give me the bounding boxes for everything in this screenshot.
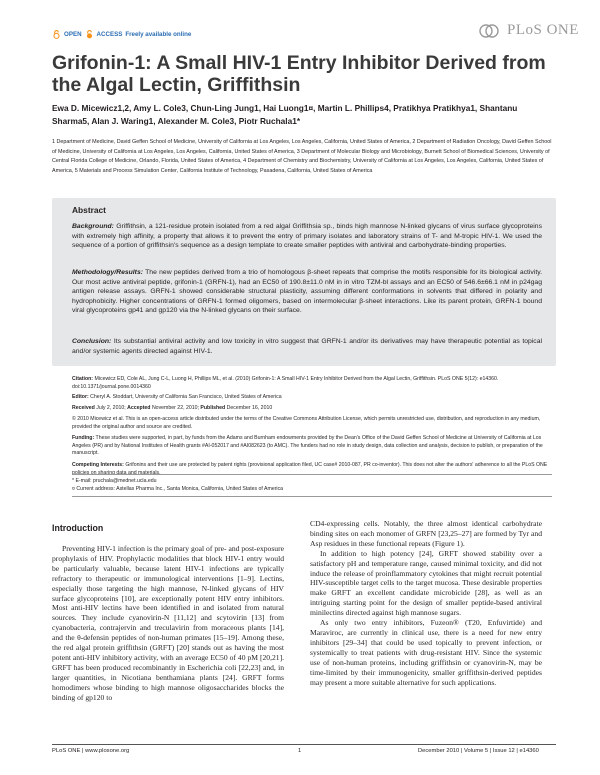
conclusion-label: Conclusion: [72,338,112,345]
open-access-icon [52,30,61,39]
abstract-background [72,222,542,251]
footer-issue: December 2010 | Volume 5 | Issue 12 | e14360 [418,748,539,754]
plos-one-logo [478,22,579,39]
citation-text: Micewicz ED, Cole AL, Jung C-L, Luong H, Phillips ML, et al. (2010) Grifonin-1: A Small HIV-1 Entry Inhibitor Derived from the Algal Lectin, Griffithsin. PLoS ONE 5(12): e14360. doi:10.1371/journal.pone.0014360 [72,376,499,390]
email: * E-mail: pruchala@mednet.ucla.edu [72,478,157,484]
left-column [52,544,284,703]
copyright: © 2010 Micewicz et al. This is an open-access article distributed under the terms of the Creative Commons Attribution License, which permits unrestricted use, distribution, and reproduction in any medium, provided the original author and source are credited. [72,416,541,430]
footer-journal: PLoS ONE | www.plosone.org [52,748,130,754]
accepted-label: Accepted [127,405,151,411]
funding-text: These studies were supported, in part, by funds from the Adams and Burnham endowments provided by the Dean's Office of the David Geffen School of Medicine at University of California at Los Angeles (PR) and by National Institutes of Health grants #AI-052017 and #AI082623 (to AMC). The funders had no role in study design, data collection and analysis, decision to publish, or preparation of the manuscript. [72,435,543,456]
received-label: Received [72,405,95,411]
abstract-heading: Abstract [72,205,106,215]
background-text: Griffithsin, a 121-residue protein isolated from a red algal Griffithsia sp., binds high mannose N-linked glycans of virus surface glycoproteins with extremely high affinity, a property that allows it to prevent the entry of primary isolates and laboratory strains of T- and M-tropic HIV-1. We used the sequence of a portion of griffithsin's sequence as a design template to create smaller peptides with antiviral and carbohydrate-binding properties. [72,223,542,249]
competing-label: Competing Interests: [72,462,124,468]
open-access-banner [52,30,191,39]
divider [72,496,552,497]
citation-label: Citation: [72,376,94,382]
open-access-word: ACCESS [96,31,123,38]
conclusion-text: Its substantial antiviral activity and low toxicity in vitro suggest that GRFN-1 and/or its derivatives may have therapeutic potential as topical and/or systemic agents directed against HIV-1. [72,338,542,355]
editor-label: Editor: [72,394,89,400]
competing-text: Grifonins and their use are protected by patent rights (provisional application filed, UC case# 2010-087, PR co-inventor). This does not alter the authors' adherence to all the PLoS ONE policies on sharing data and materials. [72,462,548,476]
author-list: Ewa D. Micewicz1,2, Amy L. Cole3, Chun-Ling Jung1, Hai Luong1¤, Martin L. Phillips4, Pratikhya Pratikhya1, Shantanu Sharma5, Alan J. Waring1, Alexander M. Cole3, Piotr Ruchala1* [52,103,518,126]
editor [72,394,552,402]
current-address: ¤ Current address: Astellas Pharma Inc., Santa Monica, California, United States of America [72,486,284,492]
page-number: 1 [298,748,302,754]
paragraph: CD4-expressing cells. Notably, the three almost identical carbohydrate binding sites on each monomer of GRFN [23,25–27] are formed by Tyr and Asp residues in these functional repeats (Figure 1). [310,519,542,548]
paragraph: In addition to high potency [24], GRFT showed stability over a satisfactory pH and temperature range, caused minimal toxicity, and did not induce the release of proinflammatory cytokines that might recruit potential HIV-susceptible target cells to the target mucosa. These desirable properties make GRFT an excellent candidate microbicide [28], as well as an intriguing starting point for the design of smaller peptide-based antiviral minilectins directed against high mannose sugars. [310,548,542,618]
received-date: July 2, 2010; [96,405,126,411]
open-access-lock-icon [85,30,94,39]
accepted-date: November 22, 2010; [151,405,199,411]
introduction-heading: Introduction [52,523,104,533]
article-title: Grifonin-1: A Small HIV-1 Entry Inhibitor Derived from the Algal Lectin, Griffithsin [52,52,546,96]
citation [72,376,552,391]
logo-text: PLoS ONE [507,22,579,38]
funding [72,435,552,458]
affiliations: 1 Department of Medicine, David Geffen School of Medicine, University of California at Los Angeles, Los Angeles, California, United States of America, 2 Department of Radiation Oncology, David Geffen School of Medicine, University of California at Los Angeles, Los Angeles, California, United States of America, 3 Department of Molecular Biology and Microbiology, Burnett School of Biomedical Sciences, University of Central Florida College of Medicine, Orlando, Florida, United States of America, 4 Department of Chemistry and Biochemistry, University of California at Los Angeles, Los Angeles, California, United States of America, 5 Materials and Process Simulation Center, California Institute of Technology, Pasadena, California, United States of America [52,139,552,174]
paragraph: As only two entry inhibitors, Fuzeon® (T20, Enfuvirtide) and Maraviroc, are currently in clinical use, there is a need for new entry inhibitors [29–34] that could be used topically to prevent infection, or systemically to treat patients with drug-resistant HIV. Since the systemic use of non-human proteins, including griffithsin or cyanovirin-N, may be time-limited by their immunogenicity, smaller griffithsin-derived peptides may present a more suitable alternative for such applications. [310,618,542,687]
paragraph: Preventing HIV-1 infection is the primary goal of pre- and post-exposure prophylaxis of HIV. Prophylactic modalities that block HIV-1 entry would be particularly valuable, because latent HIV-1 infections are typically refractory to therapeutic or immunological interventions [1–9]. Lectins, especially those targeting the high mannose, N-linked glycans of HIV surface glycoproteins [10], are exceptionally potent HIV entry inhibitors. Most anti-HIV lectins have been identified in and isolated from natural sources. They include cyanovirin-N [11,12] and scytovirin [13] from cyanobacteria, contrajervin and treculavirin from moraceous plants [14], and the θ-defensin peptides of non-human primates [15–19]. Among these, the red algal protein griffithsin (GRFT) [20] stands out as having the most potent anti-HIV inhibitory activity, with an average EC50 of 40 pM [20,21]. GRFT has been produced recombinantly in Escherichia coli [22,23] and, in larger quantities, in Nicotiana benthamiana plants [24]. GRFT forms homodimers whose binding to high mannose oligosaccharides blocks the binding of gp120 to [52,544,284,702]
dates [72,405,552,413]
plos-logo-icon [478,23,504,39]
funding-label: Funding: [72,435,95,441]
abstract-conclusion [72,337,542,356]
abstract-methods [72,268,542,316]
open-access-label: OPEN [64,31,82,38]
freely-available-label: Freely available online [125,31,192,38]
background-label: Background: [72,223,114,230]
methods-label: Methodology/Results: [72,269,143,276]
editor-text: Cheryl A. Stoddart, University of California San Francisco, United States of America [90,394,282,400]
published-label: Published [200,405,226,411]
right-column [310,519,542,687]
published-date: December 16, 2010 [226,405,273,411]
methods-text: The new peptides derived from a trio of homologous β-sheet repeats that comprise the motifs responsible for its biological activity. Our most active antiviral peptide, grifonin-1 (GRFN-1), had an EC50 of 190.8±11.0 nM in in vitro TZM-bl assays and an EC50 of 546.6±66.1 nM in p24gag antigen release assays. GRFN-1 showed considerable structural plasticity, assuming different conformations in solvents that differed in polarity and hydrophobicity. Higher concentrations of GRFN-1 formed oligomers, based on intermolecular β-sheet interactions. Like its parent protein, GRFN-1 bound viral glycoproteins gp41 and gp120 via the N-linked glycans on their surface. [72,269,542,314]
divider [72,474,552,475]
footer-divider [52,744,556,745]
